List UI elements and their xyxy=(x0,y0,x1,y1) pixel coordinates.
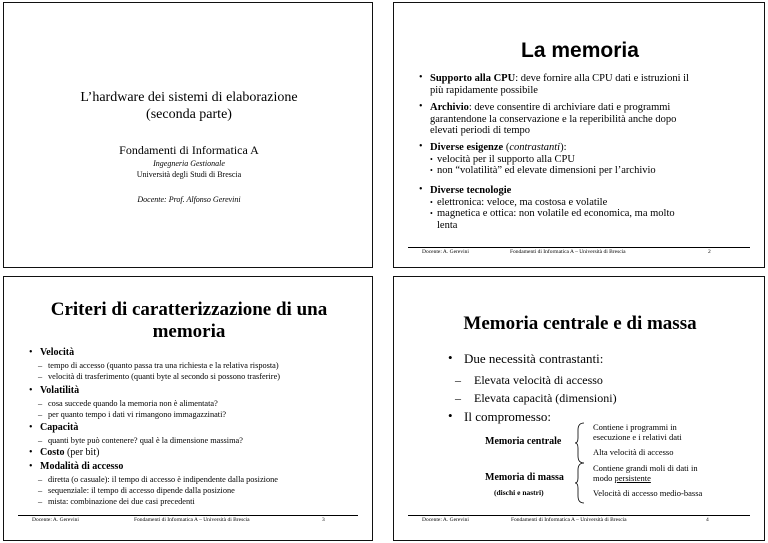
slide3-speed-sub1: – tempo di accesso (quanto passa tra una richiesta e la relativa risposta) xyxy=(38,361,279,370)
slide2-bullet-tech: • Diverse tecnologie • elettronica: veloce, ma costosa e volatile • magnetica e ottica: non volatile ed economica, ma molto lenta xyxy=(430,185,750,231)
slide2-bullet-cpu: • Supporto alla CPU: deve fornire alla CPU dati e istruzioni il più rapidamente possibile xyxy=(419,72,689,96)
slide1-course: Fondamenti di Informatica A xyxy=(119,143,259,157)
slide2-title: La memoria xyxy=(521,39,639,62)
bullet-dot-icon: • xyxy=(419,72,423,83)
memoria-massa-desc2: Velocità di accesso medio-bassa xyxy=(593,488,703,498)
slide4-needs-sub2: – Elevata capacità (dimensioni) xyxy=(455,391,617,405)
slide3-capacity-sub1: – quanti byte può contenere? qual è la dimensione massima? xyxy=(38,436,243,445)
slide-4 xyxy=(393,276,765,541)
slide2-needs-sub1: • velocità per il supporto alla CPU xyxy=(430,153,575,165)
memoria-centrale-desc2: Alta velocità di accesso xyxy=(593,447,674,457)
slide3-access-sub1: – diretta (o casuale): il tempo di accesso è indipendente dalla posizione xyxy=(38,475,278,484)
slide1-teacher: Docente: Prof. Alfonso Gerevini xyxy=(137,195,241,204)
memoria-massa-label: Memoria di massa xyxy=(485,472,564,483)
footer-teacher: Docente: A. Gerevini xyxy=(422,249,469,255)
slide3-bullet-access: • Modalità di accesso xyxy=(29,461,124,472)
slide3-volatility-sub1: – cosa succede quando la memoria non è alimentata? xyxy=(38,399,218,408)
slide2-needs-sub2: • non “volatilità” ed elevate dimensioni per l’archivio xyxy=(430,165,656,176)
slide3-bullet-cost: • Costo (per bit) xyxy=(29,447,100,458)
page-number: 3 xyxy=(322,517,325,523)
bullet-dot-icon: • xyxy=(419,101,423,112)
slide3-access-sub3: – mista: combinazione dei due casi precedenti xyxy=(38,497,195,506)
brace-centrale-icon xyxy=(574,422,586,464)
slide1-university: Università degli Studi di Brescia xyxy=(136,170,242,179)
bullet-dot-icon: • xyxy=(419,141,423,152)
slide-1 xyxy=(3,2,373,268)
slide4-needs-sub1: – Elevata velocità di accesso xyxy=(455,373,603,387)
footer-course: Fondamenti di Informatica A – Università di Brescia xyxy=(134,517,250,523)
slide1-degree: Ingegneria Gestionale xyxy=(153,159,225,168)
slide3-volatility-sub2: – per quanto tempo i dati vi rimangono immagazzinati? xyxy=(38,410,227,419)
slide3-bullet-speed: • Velocità xyxy=(29,347,75,358)
footer-course: Fondamenti di Informatica A – Università di Brescia xyxy=(510,249,626,255)
footer-divider xyxy=(408,515,750,516)
footer-divider xyxy=(408,247,750,248)
slide4-bullet-needs: • Due necessità contrastanti: xyxy=(448,350,604,366)
slide1-title-line2: (seconda parte) xyxy=(146,107,232,122)
slide2-bullet-needs: • Diverse esigenze (contrastanti): • velocità per il supporto alla CPU • non “volatilità” ed elevate dimensioni per l’archivio xyxy=(430,142,750,177)
memoria-centrale-desc1: Contiene i programmi in esecuzione e i relativi dati xyxy=(593,422,682,442)
footer-teacher: Docente: A. Gerevini xyxy=(32,517,79,523)
slide4-bullet-compromise: • Il compromesso: xyxy=(448,408,552,424)
slide3-bullet-volatility: • Volatilità xyxy=(29,385,80,396)
footer-divider xyxy=(18,515,358,516)
bullet-dot-icon: • xyxy=(419,184,423,195)
slide-2 xyxy=(393,2,765,268)
slide1-title-line1: L’hardware dei sistemi di elaborazione xyxy=(80,90,298,105)
page-number: 4 xyxy=(706,517,709,523)
slide3-bullet-capacity: • Capacità xyxy=(29,422,79,433)
slide3-access-sub2: – sequenziale: il tempo di accesso dipende dalla posizione xyxy=(38,486,235,495)
memoria-massa-sub: (dischi e nastri) xyxy=(494,488,544,497)
slide4-title: Memoria centrale e di massa xyxy=(463,313,697,334)
footer-course: Fondamenti di Informatica A – Università di Brescia xyxy=(511,517,627,523)
slide-3 xyxy=(3,276,373,541)
memoria-massa-desc1: Contiene grandi moli di dati in modo persistente xyxy=(593,463,698,483)
slide3-title: Criteri di caratterizzazione di una memoria xyxy=(50,299,328,342)
slide3-speed-sub2: – velocità di trasferimento (quanti byte al secondo si possono trasferire) xyxy=(38,372,281,381)
footer-teacher: Docente: A. Gerevini xyxy=(422,517,469,523)
brace-massa-icon xyxy=(574,462,586,504)
slide2-tech-sub2: • magnetica e ottica: non volatile ed economica, ma molto lenta xyxy=(430,208,675,231)
slide2-bullet-archive: • Archivio: deve consentire di archiviare dati e programmi garantendone la conservazione e la reperibilità anche dopo elevati periodi di tempo xyxy=(419,101,677,136)
page-number: 2 xyxy=(708,249,711,255)
slide2-tech-sub1: • elettronica: veloce, ma costosa e volatile xyxy=(430,196,608,208)
memoria-centrale-label: Memoria centrale xyxy=(485,436,562,447)
